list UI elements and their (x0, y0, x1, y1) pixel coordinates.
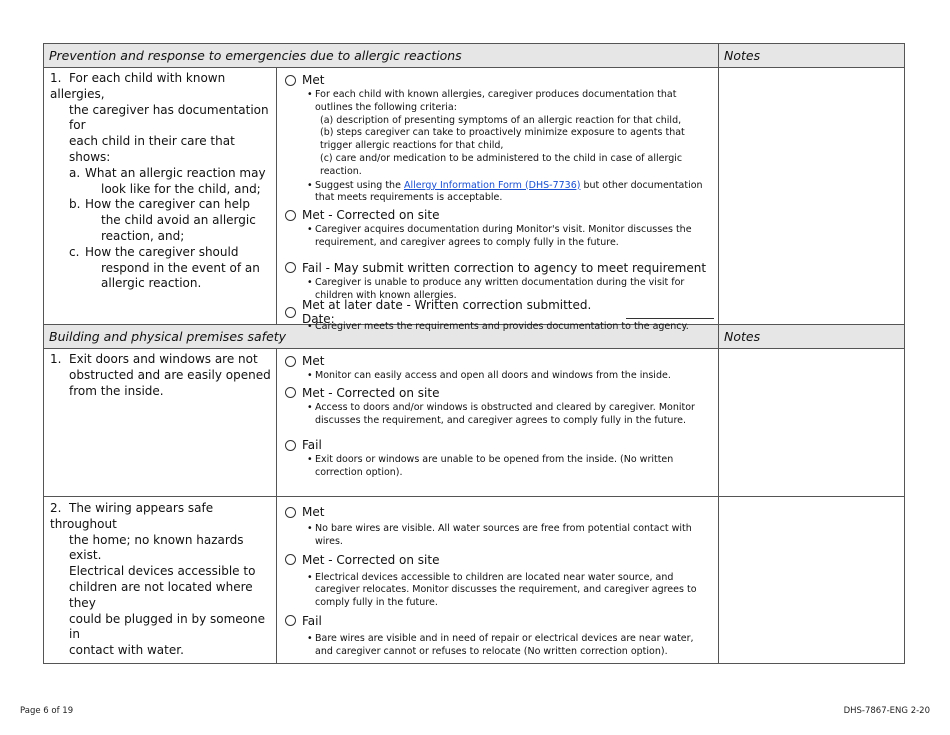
requirement-number: 1. (50, 352, 62, 366)
options-cell (277, 349, 719, 496)
option-corrected-on-site[interactable]: Met - Corrected on site (285, 552, 714, 568)
requirement-text: contact with water. (69, 643, 184, 658)
option-fail[interactable]: Fail - May submit written correction to agency to meet requirement (285, 260, 714, 276)
requirement-text: obstructed and are easily opened (69, 367, 271, 382)
requirement-number: 1. (50, 71, 62, 85)
checklist-table (43, 43, 905, 664)
notes-cell[interactable] (719, 349, 904, 496)
options-cell (277, 497, 719, 663)
sub-item: c. How the caregiver should (69, 244, 239, 259)
radio-button[interactable] (285, 554, 296, 565)
radio-button[interactable] (285, 615, 296, 626)
requirement-text: the caregiver has documentation for (69, 102, 269, 133)
sub-item: a. What an allergic reaction may (69, 165, 266, 180)
requirement-text: each child in their care that shows: (69, 134, 235, 164)
bullet-text: • Access to doors and/or windows is obstructed and cleared by caregiver. Monitor discusses the requirement, and caregiver agrees to comply fully in the future. (307, 402, 714, 428)
sub-item-text: look like for the child, and; (101, 181, 261, 196)
section-header-allergies (44, 44, 904, 68)
notes-cell[interactable] (719, 68, 904, 324)
bullet-text: • For each child with known allergies, caregiver produces documentation that outlines the following criteria: (307, 89, 714, 115)
requirement-text: Exit doors and windows are not (69, 352, 258, 366)
notes-cell[interactable] (719, 497, 904, 663)
requirement-text: Electrical devices accessible to (69, 564, 256, 579)
option-met[interactable]: Met (285, 353, 714, 369)
bullet-text: • Caregiver is unable to produce any written documentation during the visit for children with known allergies. (307, 277, 714, 303)
date-field[interactable] (626, 306, 714, 319)
notes-header: Notes (724, 48, 761, 63)
sub-item-text: reaction, and; (101, 228, 185, 243)
notes-header: Notes (724, 329, 761, 344)
criteria-text: (c) care and/or medication to be administered to the child in case of allergic reaction. (320, 152, 683, 177)
option-met-later-date[interactable]: Met at later date - Written correction submitted. Date: (285, 304, 714, 320)
radio-button[interactable] (285, 307, 296, 318)
sub-item-text: allergic reaction. (101, 276, 202, 291)
radio-button[interactable] (285, 507, 296, 518)
allergy-form-link[interactable]: Allergy Information Form (DHS-7736) (403, 179, 581, 191)
radio-button[interactable] (285, 75, 296, 86)
section-title: Building and physical premises safety (44, 325, 719, 348)
sub-item-text: respond in the event of an (101, 260, 260, 275)
option-corrected-on-site[interactable]: Met - Corrected on site (285, 385, 714, 401)
bullet-text: • Bare wires are visible and in need of repair or electrical devices are near water, and caregiver cannot or refuses to relocate (No written correction option). (307, 633, 714, 659)
radio-button[interactable] (285, 356, 296, 367)
form-number: DHS-7867-ENG 2-20 (843, 706, 930, 716)
bullet-text: • Electrical devices accessible to children are located near water source, and caregiver relocates. Monitor discusses the requirement, and caregiver agrees to comply fully in the future. (307, 572, 714, 610)
requirement-cell (44, 68, 277, 324)
requirement-cell (44, 497, 277, 663)
bullet-text: • Suggest using the Allergy Information Form (DHS-7736) but other documentation that meets requirements is acceptable. (307, 180, 714, 206)
requirement-text: For each child with known allergies, (50, 71, 226, 101)
option-corrected-on-site[interactable]: Met - Corrected on site (285, 207, 714, 223)
option-fail[interactable]: Fail (285, 613, 714, 629)
sub-item-text: the child avoid an allergic (101, 213, 256, 228)
table-row (44, 68, 904, 333)
option-met[interactable]: Met (285, 72, 714, 88)
requirement-text: The wiring appears safe throughout (50, 501, 214, 531)
page-number: Page 6 of 19 (20, 706, 74, 716)
criteria-text: (a) description of presenting symptoms of an allergic reaction for that child, (320, 114, 682, 126)
requirement-text: could be plugged in by someone in (69, 611, 266, 642)
bullet-text: • Exit doors or windows are unable to be opened from the inside. (No written correction option). (307, 454, 714, 480)
sub-item: b. How the caregiver can help (69, 197, 250, 212)
requirement-text: children are not located where they (69, 579, 253, 610)
requirement-text: the home; no known hazards exist. (69, 532, 244, 563)
radio-button[interactable] (285, 210, 296, 221)
bullet-text: • Caregiver acquires documentation during Monitor's visit. Monitor discusses the requirement, and caregiver agrees to comply fully in the future. (307, 224, 714, 250)
options-cell (277, 68, 719, 333)
bullet-text: • No bare wires are visible. All water sources are free from potential contact with wires. (307, 523, 714, 549)
section-title: Prevention and response to emergencies due to allergic reactions (44, 44, 719, 67)
radio-button[interactable] (285, 440, 296, 451)
table-row (44, 497, 904, 663)
requirement-cell (44, 349, 277, 496)
option-met[interactable]: Met (285, 504, 714, 520)
bullet-text: • Monitor can easily access and open all doors and windows from the inside. (307, 370, 714, 383)
radio-button[interactable] (285, 387, 296, 398)
bullet-text: • Caregiver meets the requirements and provides documentation to the agency. (307, 321, 714, 334)
table-row (44, 349, 904, 497)
radio-button[interactable] (285, 262, 296, 273)
requirement-text: from the inside. (69, 383, 164, 398)
requirement-number: 2. (50, 501, 62, 515)
option-fail[interactable]: Fail (285, 437, 714, 453)
criteria-text: (b) steps caregiver can take to proactively minimize exposure to agents that trigger allergic reactions for that child, (320, 127, 685, 152)
